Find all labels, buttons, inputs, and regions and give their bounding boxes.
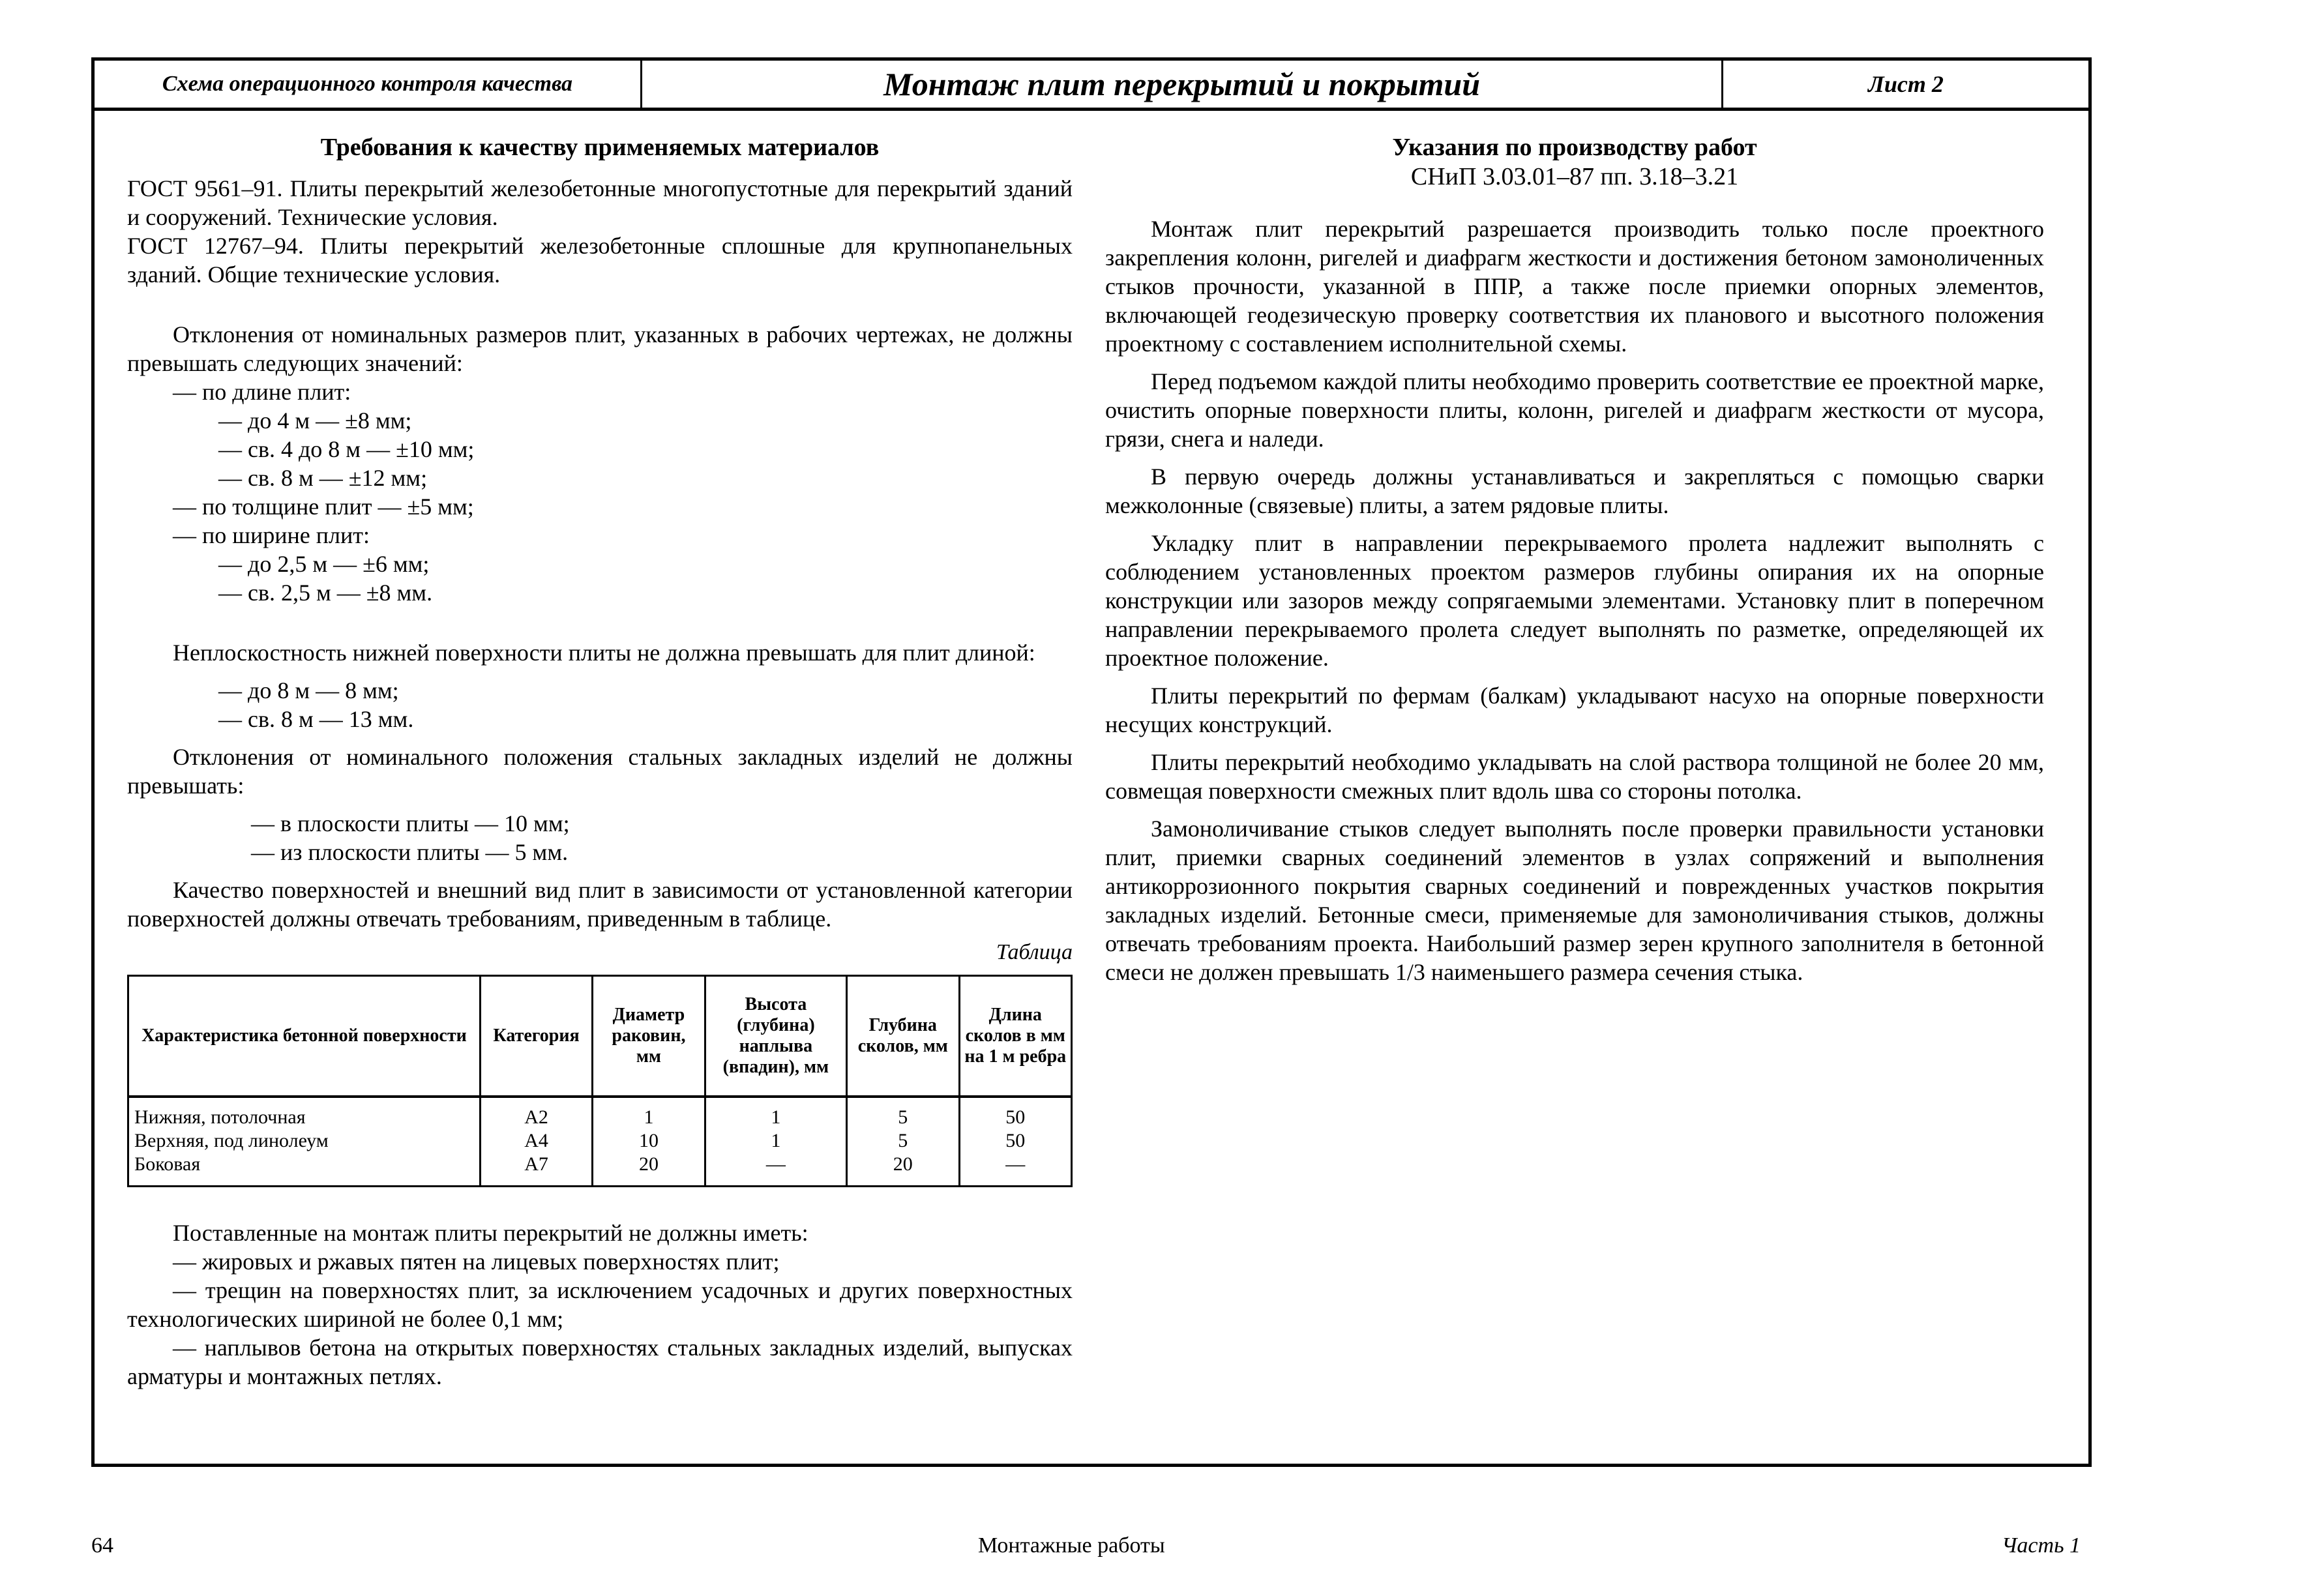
- flatness-item: — до 8 м — 8 мм;: [218, 677, 399, 703]
- defects-intro: Поставленные на монтаж плиты перекрытий не должны иметь:: [173, 1220, 808, 1246]
- instruction-paragraph: Перед подъемом каждой плиты необходимо проверить соответствие ее проектной марке, очистить опорные поверхности плиты, колонн, ригелей и диафрагм жесткости от мусора, грязи, снега и наледи.: [1105, 368, 2044, 452]
- deviations-intro: Отклонения от номинальных размеров плит, указанных в рабочих чертежах, не должны превышать следующих значений:: [127, 321, 1073, 376]
- embedded-item: — из плоскости плиты — 5 мм.: [251, 839, 569, 865]
- header-bar: [95, 61, 2088, 111]
- column-header: Характеристика бетонной поверхности: [128, 976, 481, 1097]
- deviation-item: — св. 4 до 8 м — ±10 мм;: [218, 436, 475, 462]
- table-row: [128, 1129, 1072, 1153]
- footer-section-title: Монтажные работы: [978, 1533, 1165, 1558]
- instruction-paragraph: Монтаж плит перекрытий разрешается производить только после проектного закрепления колонн, ригелей и диафрагм жесткости и достижения бетоном замоноличенных стыков прочности, указанной в ППР, а также после приемки опорных элементов, включающей геодезическую проверку соответствия их планового и высотного положения проектному с составлением исполнительной схемы.: [1105, 216, 2044, 357]
- instruction-paragraph: В первую очередь должны устанавливаться и закрепляться с помощью сварки межколонные (связевые) плиты, а затем рядовые плиты.: [1105, 464, 2044, 518]
- table-cell: А2: [480, 1097, 592, 1129]
- deviation-item: — по толщине плит — ±5 мм;: [173, 494, 474, 520]
- left-column: [127, 132, 1073, 1391]
- embedded-intro: Отклонения от номинального положения стальных закладных изделий не должны превышать:: [127, 744, 1073, 799]
- deviation-item: — по длине плит:: [173, 379, 351, 405]
- table-cell: 1: [593, 1097, 705, 1129]
- deviation-item: — до 2,5 м — ±6 мм;: [218, 551, 430, 577]
- table-row: [128, 1097, 1072, 1129]
- surface-quality-table: [127, 975, 1073, 1187]
- table-caption: Таблица: [996, 940, 1073, 964]
- table-cell: Верхняя, под линолеум: [134, 1130, 329, 1151]
- quality-intro: Качество поверхностей и внешний вид плит в зависимости от установленной категории поверхностей должны отвечать требованиям, приведенным в таблице.: [127, 877, 1073, 932]
- column-header: Диаметр раковин, мм: [593, 976, 705, 1097]
- table-cell: 10: [593, 1129, 705, 1153]
- column-header: Высота (глубина) наплыва (впадин), мм: [705, 976, 846, 1097]
- flatness-item: — св. 8 м — 13 мм.: [218, 706, 414, 732]
- table-cell: Боковая: [134, 1153, 201, 1175]
- defect-item: — наплывов бетона на открытых поверхностях стальных закладных изделий, выпусках арматуры и монтажных петлях.: [127, 1335, 1073, 1389]
- table-cell: 20: [593, 1153, 705, 1187]
- table-cell: Нижняя, потолочная: [134, 1106, 306, 1128]
- table-cell: 50: [959, 1097, 1072, 1129]
- table-cell: 5: [847, 1129, 959, 1153]
- deviation-item: — по ширине плит:: [173, 522, 370, 548]
- header-sheet-number: Лист 2: [1868, 71, 1944, 97]
- table-header-row: [128, 976, 1072, 1097]
- column-header: Глубина сколов, мм: [847, 976, 959, 1097]
- page-number: 64: [91, 1533, 113, 1558]
- deviation-item: — св. 2,5 м — ±8 мм.: [218, 580, 433, 606]
- materials-requirements-heading: Требования к качеству применяемых материалов: [320, 134, 880, 161]
- table-cell: —: [705, 1153, 846, 1187]
- table-cell: —: [959, 1153, 1072, 1187]
- work-instructions-heading: Указания по производству работ: [1392, 134, 1757, 161]
- table-cell: 5: [847, 1097, 959, 1129]
- flatness-intro: Неплоскостность нижней поверхности плиты не должна превышать для плит длиной:: [173, 640, 1035, 666]
- header-scheme-label: Схема операционного контроля качества: [95, 61, 642, 108]
- table-cell: А7: [480, 1153, 592, 1187]
- instruction-paragraph: Укладку плит в направлении перекрываемого пролета надлежит выполнять с соблюдением установленных проектом размеров глубины опирания их на опорные конструкции или зазоров между сопрягаемыми элементами. Установку плит в поперечном направлении перекрываемого пролета следует выполнять по разметке, определяющей их проектное положение.: [1105, 530, 2044, 671]
- defect-item: — трещин на поверхностях плит, за исключением усадочных и других поверхностных технологических шириной не более 0,1 мм;: [127, 1277, 1073, 1332]
- header-title: Монтаж плит перекрытий и покрытий: [642, 61, 1723, 108]
- table-cell: 1: [705, 1129, 846, 1153]
- instruction-paragraph: Плиты перекрытий по фермам (балкам) укладывают насухо на опорные поверхности несущих конструкций.: [1105, 683, 2044, 737]
- right-column: [1105, 132, 2044, 996]
- table-row: [128, 1153, 1072, 1187]
- defect-item: — жировых и ржавых пятен на лицевых поверхностях плит;: [173, 1249, 780, 1275]
- footer-part-label: Часть 1: [2002, 1533, 2081, 1558]
- table-cell: 50: [959, 1129, 1072, 1153]
- table-cell: 1: [705, 1097, 846, 1129]
- snip-reference: СНиП 3.03.01–87 пп. 3.18–3.21: [1410, 163, 1739, 190]
- table-cell: А4: [480, 1129, 592, 1153]
- table-cell: 20: [847, 1153, 959, 1187]
- deviation-item: — до 4 м — ±8 мм;: [218, 407, 412, 434]
- gost-reference: ГОСТ 12767–94. Плиты перекрытий железобетонные сплошные для крупнопанельных зданий. Общие технические условия.: [127, 233, 1073, 288]
- gost-reference: ГОСТ 9561–91. Плиты перекрытий железобетонные многопустотные для перекрытий зданий и сооружений. Технические условия.: [127, 175, 1073, 230]
- column-header: Категория: [480, 976, 592, 1097]
- column-header: Длина сколов в мм на 1 м ребра: [959, 976, 1072, 1097]
- deviation-item: — св. 8 м — ±12 мм;: [218, 465, 428, 491]
- embedded-item: — в плоскости плиты — 10 мм;: [251, 810, 570, 836]
- instruction-paragraph: Замоноличивание стыков следует выполнять после проверки правильности установки плит, приемки сварных соединений элементов в узлах сопряжений и выполнения антикоррозионного покрытия сварных соединений и поврежденных участков покрытия закладных изделий. Бетонные смеси, применяемые для замоноличивания стыков, должны отвечать требованиям проекта. Наибольший размер зерен крупного заполнителя в бетонной смеси не должен превышать 1/3 наименьшего размера сечения стыка.: [1105, 816, 2044, 985]
- instruction-paragraph: Плиты перекрытий необходимо укладывать на слой раствора толщиной не более 20 мм, совмещая поверхности смежных плит вдоль шва со стороны потолка.: [1105, 749, 2044, 804]
- page-frame: [91, 57, 2092, 1467]
